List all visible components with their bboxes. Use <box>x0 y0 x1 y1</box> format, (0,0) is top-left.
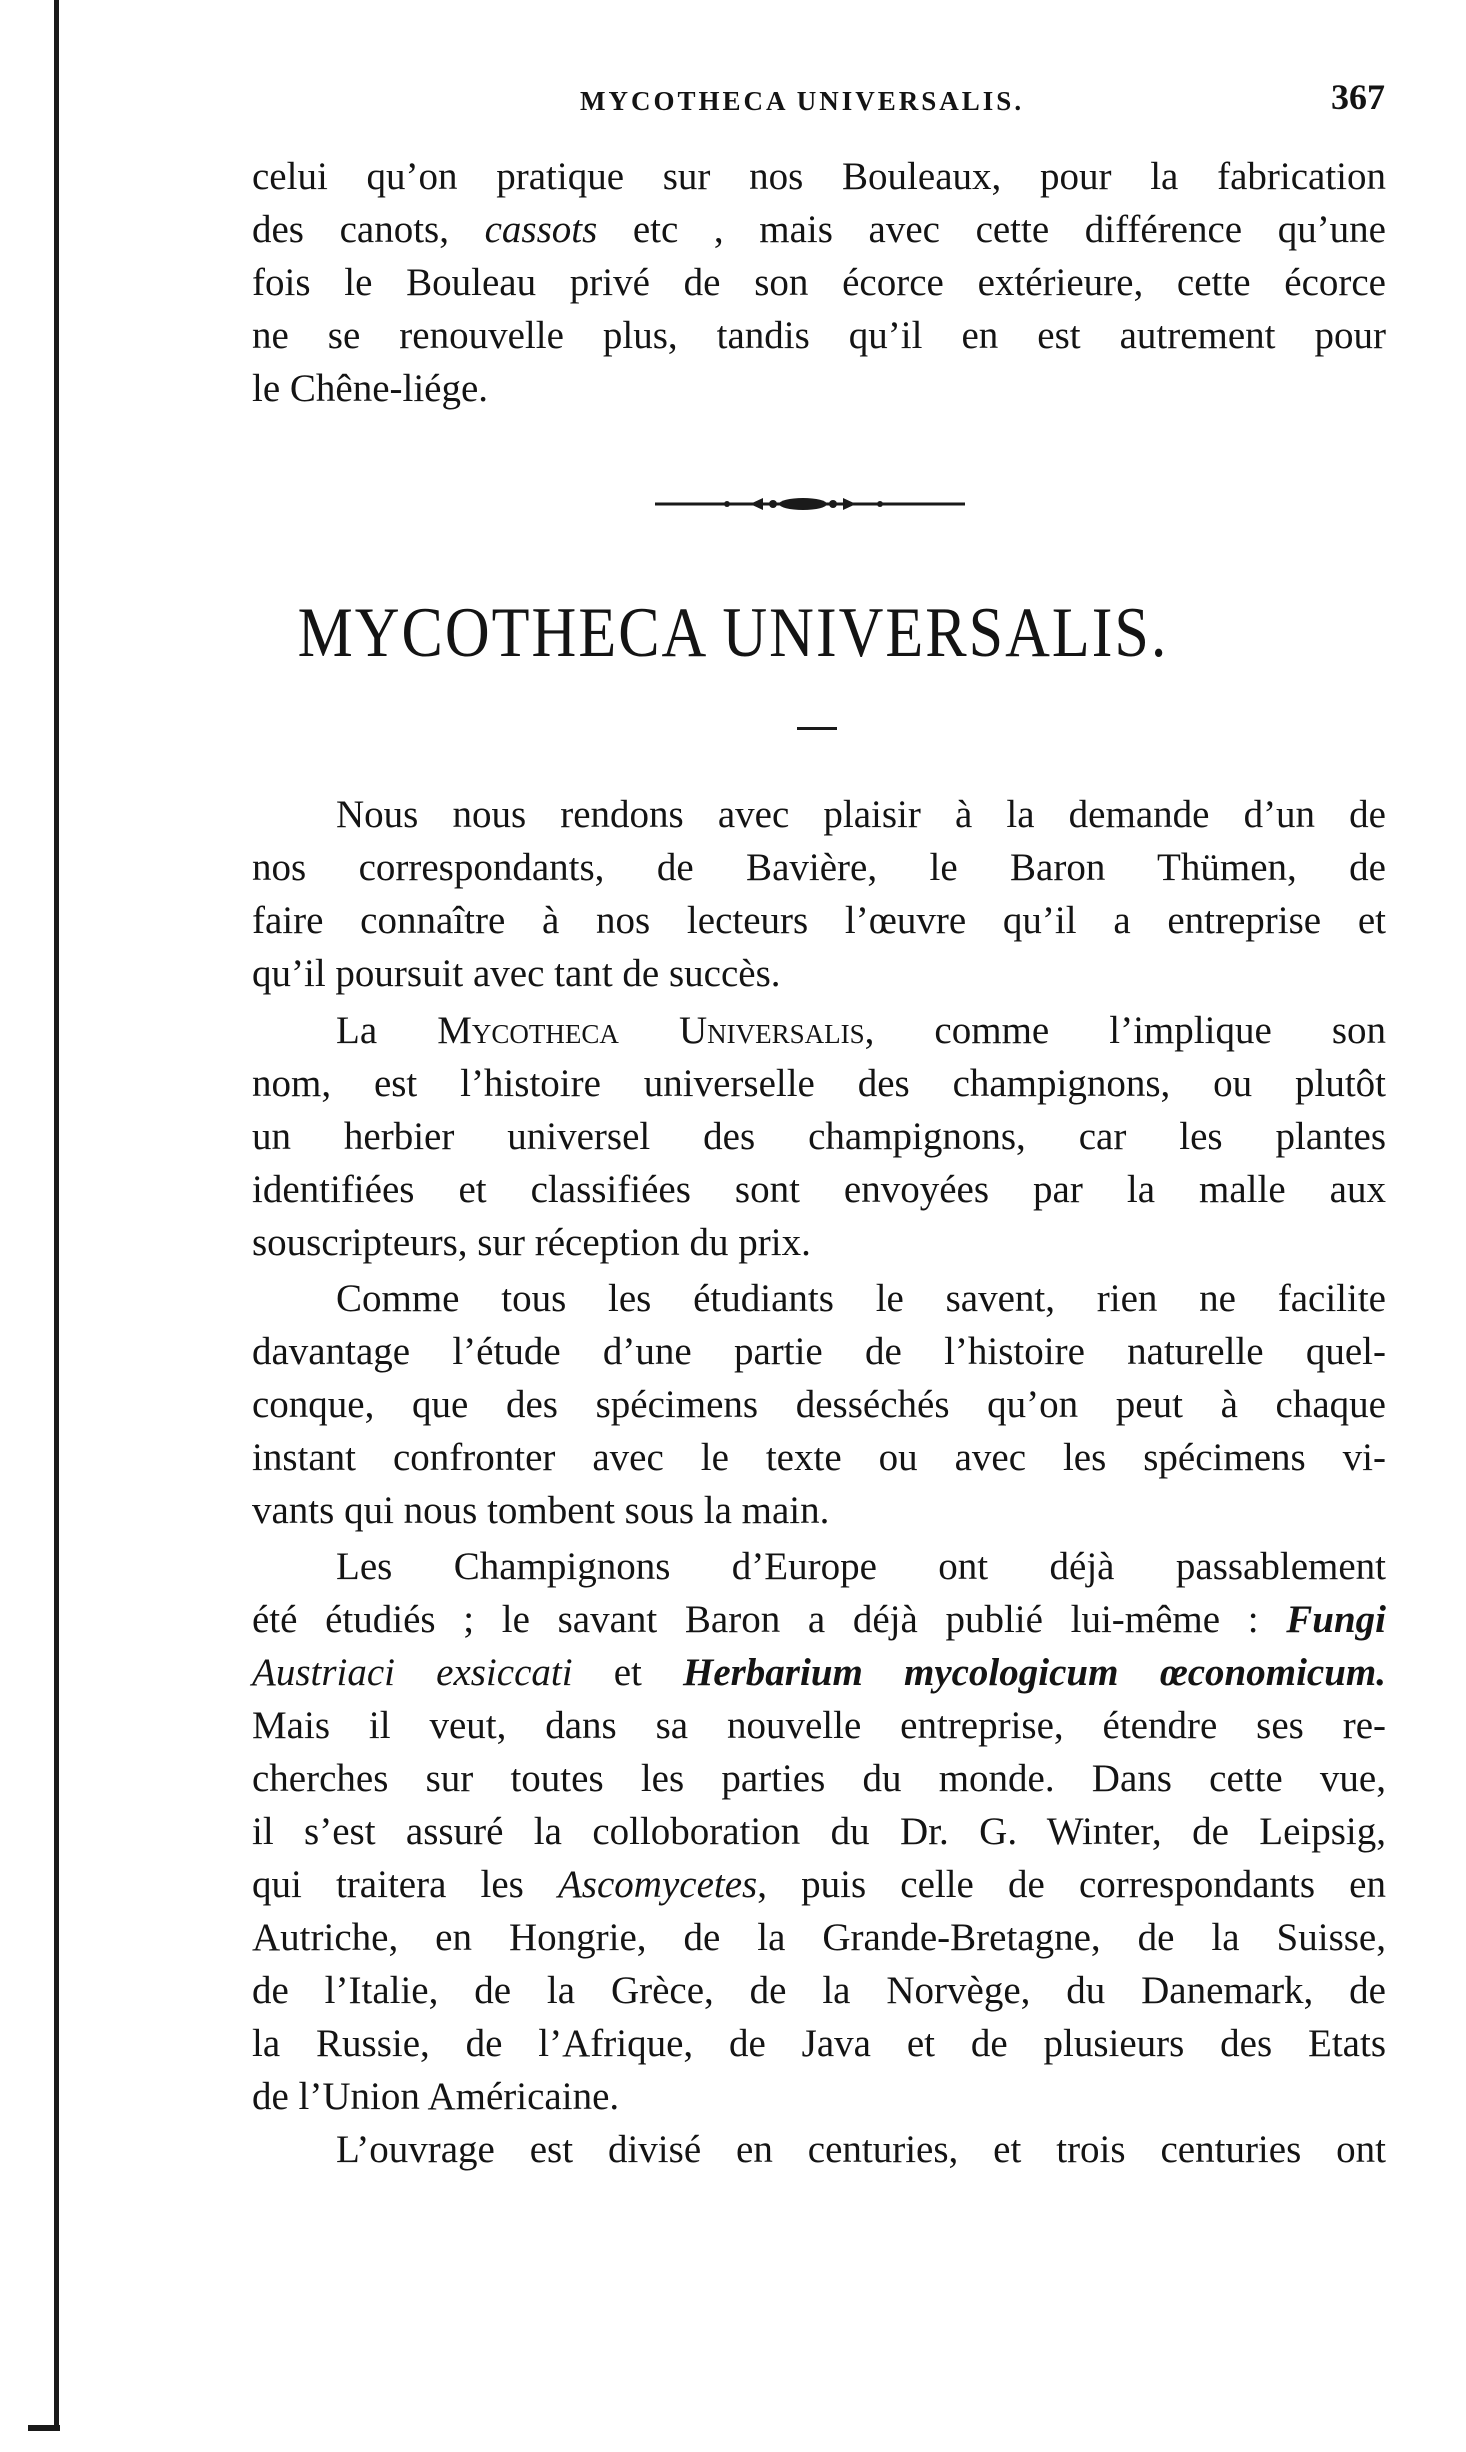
page-number: 367 <box>1331 77 1385 117</box>
text-line: qui traitera les Ascomycetes, puis celle de correspondants en <box>252 1863 1386 1906</box>
text-line: cherches sur toutes les parties du monde. Dans cette vue, <box>252 1757 1386 1800</box>
binding-edge-line <box>54 0 59 2430</box>
paragraph-4 <box>252 1540 1386 2123</box>
text-line: celui qu’on pratique sur nos Bouleaux, pour la fabrication <box>252 155 1386 198</box>
paragraph-5 <box>252 2123 1386 2176</box>
text-line: L’ouvrage est divisé en centuries, et trois centuries ont <box>336 2128 1386 2171</box>
paragraph-2 <box>252 1004 1386 1269</box>
text-line: Mais il veut, dans sa nouvelle entreprise, étendre ses re- <box>252 1704 1386 1747</box>
text-line: des canots, cassots etc , mais avec cette différence qu’une <box>252 208 1386 251</box>
text-line: instant confronter avec le texte ou avec les spécimens vi- <box>252 1436 1386 1479</box>
text-line: faire connaître à nos lecteurs l’œuvre qu’il a entreprise et <box>252 899 1386 942</box>
text-line: davantage l’étude d’une partie de l’histoire naturelle quel- <box>252 1330 1386 1373</box>
text-line: la Russie, de l’Afrique, de Java et de plusieurs des Etats <box>252 2022 1386 2065</box>
intro-paragraph <box>252 150 1386 415</box>
text-line: nom, est l’histoire universelle des champignons, ou plutôt <box>252 1062 1386 1105</box>
title-rule <box>797 727 837 730</box>
text-line: de l’Union Américaine. <box>252 2075 620 2118</box>
text-line: qu’il poursuit avec tant de succès. <box>252 952 781 995</box>
text-line: conque, que des spécimens desséchés qu’on peut à chaque <box>252 1383 1386 1426</box>
text-line: un herbier universel des champignons, car les plantes <box>252 1115 1386 1158</box>
text-line: il s’est assuré la colloboration du Dr. G. Winter, de Leipsig, <box>252 1810 1386 1853</box>
text-line: Autriche, en Hongrie, de la Grande-Bretagne, de la Suisse, <box>252 1916 1386 1959</box>
text-line: nos correspondants, de Bavière, le Baron Thümen, de <box>252 846 1386 889</box>
section-title: MYCOTHECA UNIVERSALIS. <box>297 593 1169 673</box>
text-line: fois le Bouleau privé de son écorce extérieure, cette écorce <box>252 261 1386 304</box>
paragraph-3 <box>252 1272 1386 1537</box>
ornament-divider <box>655 494 965 514</box>
text-line: La Mycotheca Universalis, comme l’implique son <box>336 1009 1386 1052</box>
text-line: vants qui nous tombent sous la main. <box>252 1489 830 1532</box>
running-title: MYCOTHECA UNIVERSALIS. <box>580 86 1025 116</box>
binding-edge-foot <box>28 2425 60 2431</box>
text-line: le Chêne-liége. <box>252 367 489 410</box>
text-line: souscripteurs, sur réception du prix. <box>252 1221 811 1264</box>
paragraph-1 <box>252 788 1386 1000</box>
text-line: de l’Italie, de la Grèce, de la Norvège, du Danemark, de <box>252 1969 1386 2012</box>
text-line: ne se renouvelle plus, tandis qu’il en est autrement pour <box>252 314 1386 357</box>
text-line: Les Champignons d’Europe ont déjà passablement <box>336 1545 1386 1588</box>
text-line: Austriaci exsiccati et Herbarium mycologicum œconomicum. <box>252 1651 1386 1694</box>
text-line: Comme tous les étudiants le savent, rien ne facilite <box>336 1277 1386 1320</box>
running-head <box>250 72 1385 122</box>
text-line: été étudiés ; le savant Baron a déjà publié lui-même : Fungi <box>252 1598 1386 1641</box>
text-line: Nous nous rendons avec plaisir à la demande d’un de <box>336 793 1386 836</box>
text-line: identifiées et classifiées sont envoyées par la malle aux <box>252 1168 1386 1211</box>
